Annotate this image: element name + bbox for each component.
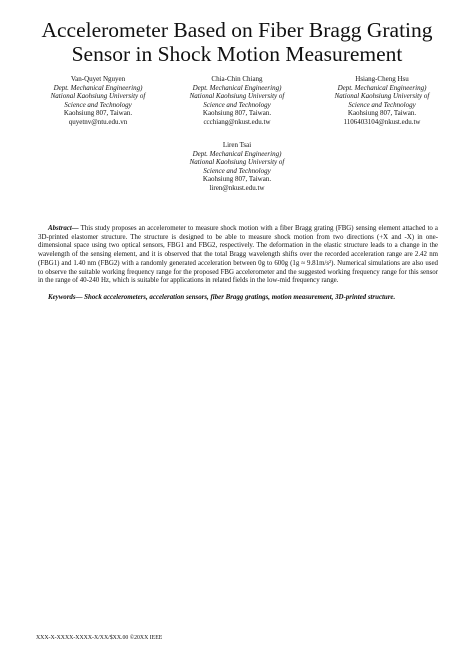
paper-title (30, 18, 444, 66)
author-email[interactable]: quyetnv@ntu.edu.vn (68, 117, 128, 126)
author-email[interactable]: 1106403104@nkust.edu.tw (343, 117, 421, 126)
author-dept: Dept. Mechanical Engineering) (53, 83, 143, 92)
author-city: Kaohsiung 807, Taiwan. (347, 109, 417, 118)
author-dept: Dept. Mechanical Engineering) (337, 83, 427, 92)
author-university: National Kaohsiung University of (189, 158, 285, 167)
abstract-heading: Abstract— (48, 225, 79, 232)
author-name: Liren Tsai (222, 141, 252, 149)
author-name: Van-Quyet Nguyen (70, 75, 126, 83)
author-email[interactable]: ccchiang@nkust.edu.tw (203, 117, 271, 126)
title-line-1: Accelerometer Based on Fiber Bragg Grating (41, 18, 433, 42)
title-line-2: Sensor in Shock Motion Measurement (71, 42, 403, 66)
abstract (38, 225, 438, 286)
author-1 (38, 75, 158, 127)
author-4 (177, 141, 297, 193)
author-university-2: Science and Technology (203, 166, 271, 175)
author-city: Kaohsiung 807, Taiwan. (202, 109, 272, 118)
author-university-2: Science and Technology (348, 100, 416, 109)
author-university-2: Science and Technology (203, 100, 271, 109)
author-city: Kaohsiung 807, Taiwan. (202, 175, 272, 184)
author-dept: Dept. Mechanical Engineering) (192, 149, 282, 158)
author-2 (177, 75, 297, 127)
author-university: National Kaohsiung University of (189, 92, 285, 101)
author-university: National Kaohsiung University of (50, 92, 146, 101)
abstract-text: This study proposes an accelerometer to measure shock motion with a fiber Bragg grating (FBG) sensing element attached to a 3D-printed elastomer structure. The structure is designed to be able to measure shock motion from two directions (+X and -X) in one-dimensional space using two optical sensors, FBG1 and FBG2, respectively. The deformation in the elastic structure leads to a change in the wavelength of the sensing element, and it is observed that the total Bragg wavelength shifts over the recorded acceleration range are 2.42 nm (FBG1) and 1.40 nm (FBG2) with a randomly generated acceleration between 0g to 600g (1g ≈ 9.81m/s²). Numerical simulations are also used to observe the suitable working frequency range for the proposed FBG accelerometer and the suggested working frequency range for this sensor in the range of 40-240 Hz, which is suitable for applications in related fields in the low-mid frequency range. (38, 225, 438, 285)
author-city: Kaohsiung 807, Taiwan. (63, 109, 133, 118)
author-name: Hsiang-Cheng Hsu (355, 75, 409, 83)
copyright-footer: XXX-X-XXXX-XXXX-X/XX/$XX.00 ©20XX IEEE (36, 635, 163, 641)
author-name: Chia-Chin Chiang (211, 75, 263, 83)
abstract-paragraph (38, 225, 438, 286)
keywords: Keywords— Shock accelerometers, acceleration sensors, fiber Bragg gratings, motion measurement, 3D-printed structure. (48, 294, 396, 301)
author-3 (322, 75, 442, 127)
author-university-2: Science and Technology (64, 100, 132, 109)
author-dept: Dept. Mechanical Engineering) (192, 83, 282, 92)
author-email[interactable]: liren@nkust.edu.tw (209, 183, 265, 192)
author-university: National Kaohsiung University of (334, 92, 430, 101)
